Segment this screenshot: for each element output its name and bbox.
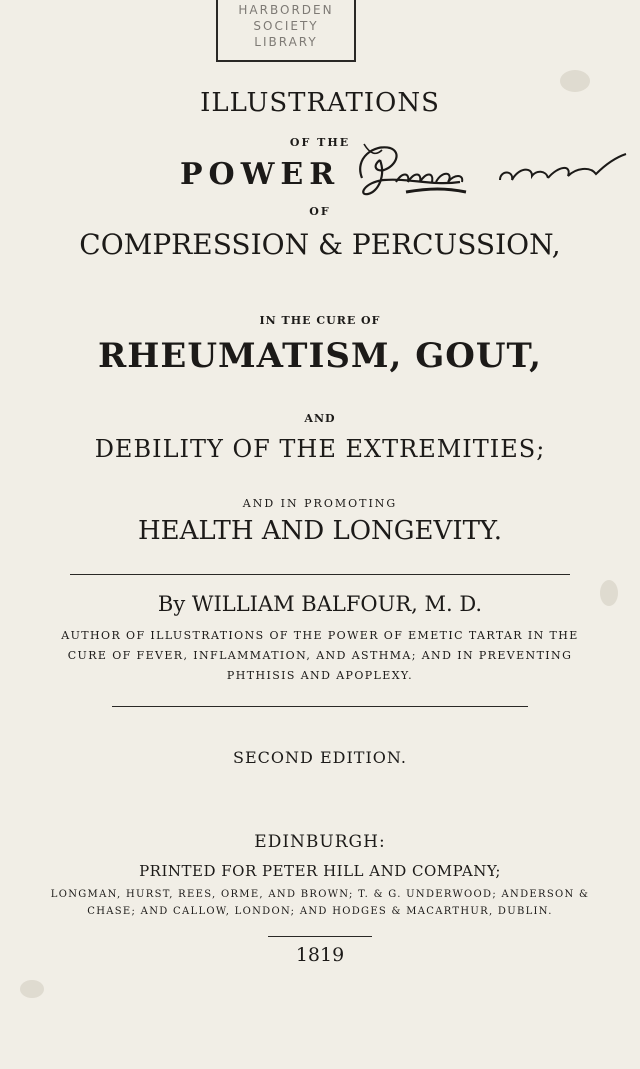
library-stamp [216,0,356,62]
edition-statement: SECOND EDITION. [233,748,407,767]
title-and-promoting: AND IN PROMOTING [242,497,398,510]
title-illustrations: ILLUSTRATIONS [200,88,440,118]
stamp-line-3: LIBRARY [254,35,318,49]
author-byline: By WILLIAM BALFOUR, M. D. [157,592,483,616]
title-in-cure-of: IN THE CURE OF [259,314,381,327]
divider-rule [268,936,372,937]
title-of-the: OF THE [289,136,351,149]
imprint-publishers: LONGMAN, HURST, REES, ORME, AND BROWN; T. & G. UNDERWOOD; ANDERSON & CHASE; AND CALLOW, LONDON; AND HODGES & MACARTHUR, DUBLIN. [50,889,590,917]
divider-rule [70,574,570,575]
handwritten-signature [350,136,640,208]
imprint-year: 1819 [295,944,345,966]
title-rheumatism-gout: RHEUMATISM, GOUT, [98,336,542,376]
stamp-line-2: SOCIETY [253,19,319,33]
title-power: POWER [180,157,341,192]
stamp-line-1: HARBORDEN [238,3,334,17]
title-health-longevity: HEALTH AND LONGEVITY. [137,516,503,546]
divider-rule [112,706,528,707]
paper-stain [20,980,44,998]
author-credentials: AUTHOR OF ILLUSTRATIONS OF THE POWER OF EMETIC TARTAR IN THE CURE OF FEVER, INFLAMMATION, AND ASTHMA; AND IN PREVENTING PHTHISIS AND APOPLEXY. [61,629,579,682]
title-compression-percussion: COMPRESSION & PERCUSSION, [79,228,561,261]
title-of: OF [309,205,331,218]
title-debility: DEBILITY OF THE EXTREMITIES; [94,435,546,463]
imprint-printer: PRINTED FOR PETER HILL AND COMPANY; [139,862,501,880]
imprint-city: EDINBURGH: [254,832,386,852]
title-and: AND [304,412,336,425]
